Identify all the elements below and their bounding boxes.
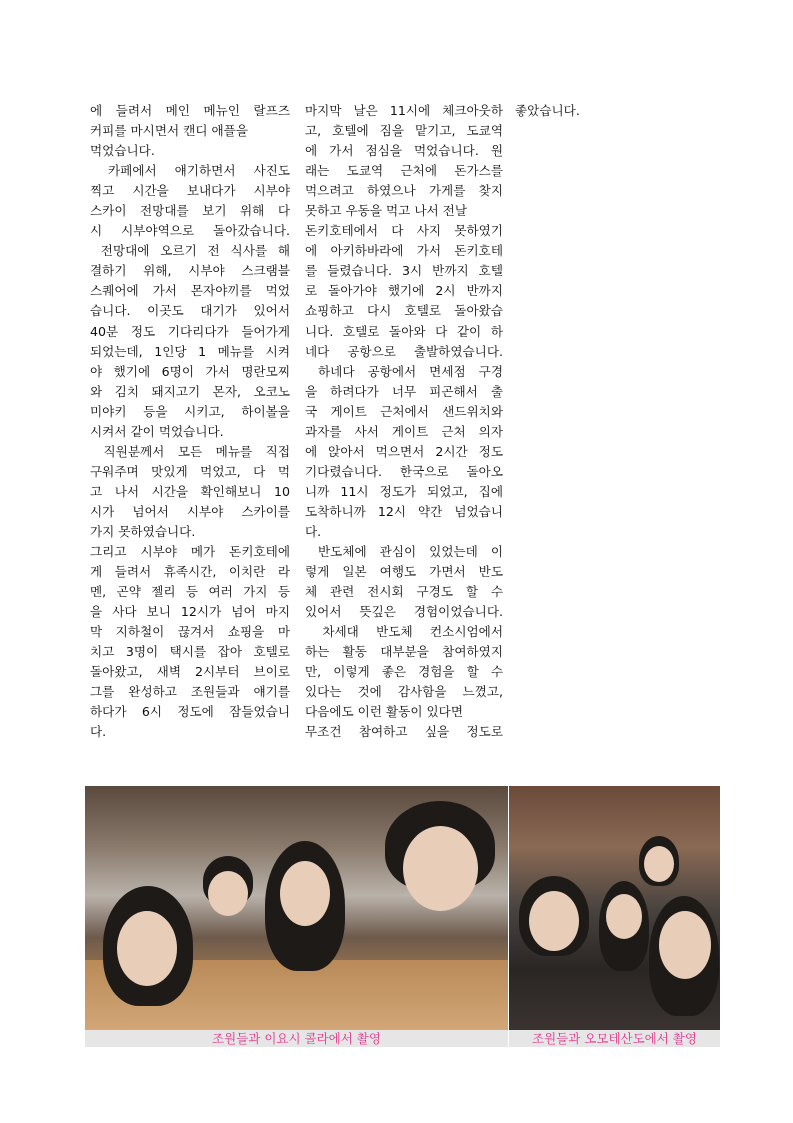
text-line: 와 김치 돼지고기 몬자, 오코노 — [90, 383, 290, 399]
person-face — [606, 894, 642, 939]
text-line: 하는 활동 대부분을 참여하였지 — [305, 644, 503, 660]
text-line: 치고 3명이 택시를 잡아 호텔로 — [90, 644, 290, 660]
text-line: 시켜서 같이 먹었습니다. — [90, 423, 224, 439]
text-line: 가지 못하였습니다. — [90, 523, 196, 539]
text-line: 시 시부야역으로 돌아갔습니다. — [90, 223, 290, 239]
text-line: 다. — [90, 724, 107, 740]
person-face — [403, 826, 478, 911]
text-line: 고, 호텔에 짐을 맡기고, 도쿄역 — [305, 123, 503, 139]
text-line: 스카이 전망대를 보기 위해 다 — [90, 203, 290, 219]
text-line: 래는 도쿄역 근처에 돈가스를 — [305, 163, 503, 179]
text-line: 돈키호테에서 다 사지 못하였기 — [305, 223, 503, 239]
text-line: 에 앉아서 먹으면서 2시간 정도 — [305, 443, 503, 459]
text-line: 쇼핑하고 다시 호텔로 돌아왔습 — [305, 303, 503, 319]
text-line: 커피를 마시면서 캔디 애플을 — [90, 123, 248, 139]
text-line: 렇게 일본 여행도 가면서 반도 — [305, 564, 503, 580]
text-column-1 — [90, 101, 290, 743]
text-line: 하네다 공항에서 면세점 구경 — [305, 363, 503, 379]
text-line: 에 가서 점심을 먹었습니다. 원 — [305, 143, 503, 159]
text-line: 시가 넘어서 시부야 스카이를 — [90, 503, 290, 519]
text-line: 다. — [305, 523, 322, 539]
text-line: 를 들렸습니다. 3시 반까지 호텔 — [305, 263, 503, 279]
text-line: 있다는 것에 감사함을 느꼈고, — [305, 684, 503, 700]
photo-caption-street: 조원들과 오모테산도에서 촬영 — [509, 1030, 720, 1047]
person-face — [117, 911, 177, 986]
text-line: 먹었습니다. — [90, 143, 155, 159]
text-line: 습니다. 이곳도 대기가 있어서 — [90, 303, 290, 319]
text-line: 고 나서 시간을 확인해보니 10 — [90, 483, 290, 499]
text-line: 게 들려서 휴족시간, 이치란 라 — [90, 564, 290, 580]
person-face — [208, 871, 248, 916]
text-line: 결하기 위해, 시부야 스크램블 — [90, 263, 290, 279]
text-line: 니까 11시 정도가 되었고, 집에 — [305, 483, 503, 499]
text-line: 좋았습니다. — [515, 103, 580, 118]
text-line: 미야키 등을 시키고, 하이볼을 — [90, 403, 290, 419]
text-line: 찍고 시간을 보내다가 시부야 — [90, 183, 290, 199]
text-line: 체 관련 전시회 구경도 할 수 — [305, 584, 503, 600]
person-face — [280, 861, 330, 926]
text-line: 그를 완성하고 조원들과 얘기를 — [90, 684, 290, 700]
text-line: 에 들려서 메인 메뉴인 랄프즈 — [90, 103, 290, 118]
text-line: 그리고 시부야 메가 돈키호테에 — [90, 544, 290, 560]
text-line: 스퀘어에 가서 몬자야끼를 먹었 — [90, 283, 290, 299]
text-line: 국 게이트 근처에서 샌드위치와 — [305, 403, 503, 419]
text-line: 마지막 날은 11시에 체크아웃하 — [305, 103, 503, 118]
text-line: 네다 공항으로 출발하였습니다. — [305, 343, 503, 359]
group-photo-street — [509, 786, 720, 1030]
text-line: 에 아키하바라에 가서 돈키호테 — [305, 243, 503, 259]
text-line: 차세대 반도체 컨소시엄에서 — [305, 624, 503, 640]
text-line: 못하고 우동을 먹고 나서 전날 — [305, 203, 467, 219]
text-line: 을 사다 보니 12시가 넘어 마지 — [90, 604, 290, 620]
text-line: 무조건 참여하고 싶을 정도로 — [305, 724, 503, 740]
text-line: 먹으려고 하였으나 가게를 찾지 — [305, 183, 503, 199]
text-line: 구워주며 맛있게 먹었고, 다 먹 — [90, 463, 290, 479]
text-column-3 — [515, 101, 595, 121]
text-line: 야 했기에 6명이 가서 명란모찌 — [90, 363, 290, 379]
person-face — [529, 891, 579, 951]
text-line: 도착하니까 12시 약간 넘었습니 — [305, 503, 503, 519]
text-line: 막 지하철이 끊겨서 쇼핑을 마 — [90, 624, 290, 640]
text-line: 돌아왔고, 새벽 2시부터 브이로 — [90, 664, 290, 680]
text-line: 하다가 6시 정도에 잠들었습니 — [90, 704, 290, 720]
text-line: 전망대에 오르기 전 식사를 해 — [90, 243, 290, 259]
text-line: 니다. 호텔로 돌아와 다 같이 하 — [305, 323, 503, 339]
text-line: 직원분께서 모든 메뉴를 직접 — [90, 443, 290, 459]
person-face — [659, 911, 711, 979]
photo-caption-cafe: 조원들과 이요시 콜라에서 촬영 — [85, 1030, 508, 1047]
text-line: 다음에도 이런 활동이 있다면 — [305, 704, 463, 720]
group-photo-cafe — [85, 786, 508, 1030]
text-line: 카페에서 얘기하면서 사진도 — [90, 163, 290, 179]
text-column-2 — [305, 101, 503, 743]
text-line: 과자를 사서 게이트 근처 의자 — [305, 423, 503, 439]
text-line: 되었는데, 1인당 1 메뉴를 시켜 — [90, 343, 290, 359]
person-face — [644, 846, 674, 882]
text-line: 멘, 곤약 젤리 등 여러 가지 등 — [90, 584, 290, 600]
text-line: 40분 정도 기다리다가 들어가게 — [90, 323, 290, 339]
text-line: 기다렸습니다. 한국으로 돌아오 — [305, 463, 503, 479]
text-line: 있어서 뜻깊은 경험이었습니다. — [305, 604, 503, 620]
text-line: 로 돌아가야 했기에 2시 반까지 — [305, 283, 503, 299]
text-line: 을 하려다가 너무 피곤해서 출 — [305, 383, 503, 399]
text-line: 만, 이렇게 좋은 경험을 할 수 — [305, 664, 503, 680]
text-line: 반도체에 관심이 있었는데 이 — [305, 544, 503, 560]
